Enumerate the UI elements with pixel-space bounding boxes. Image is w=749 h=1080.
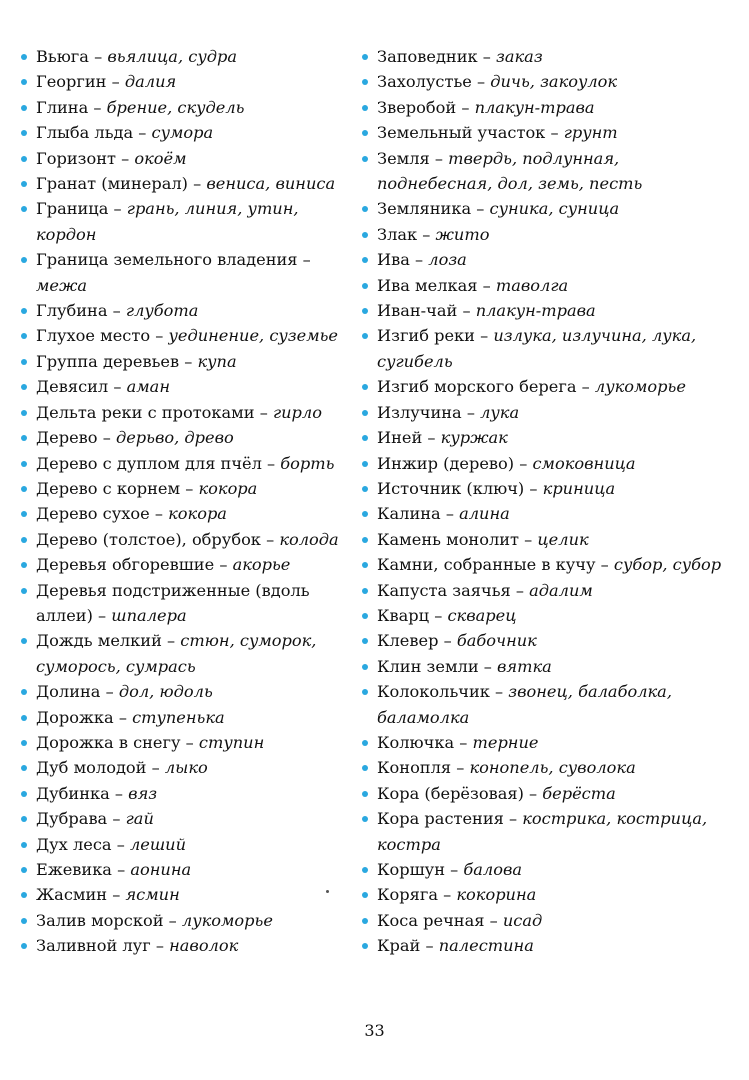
- entry-term: Колокольчик: [377, 682, 490, 702]
- entry-term: Кварц: [377, 605, 430, 625]
- dictionary-entry: [357, 552, 737, 577]
- entry-synonyms: сумора: [151, 123, 214, 143]
- entry-dash: –: [107, 809, 126, 829]
- entry-term: Деревья подстриженные (вдоль аллеи): [36, 580, 310, 625]
- dictionary-entry: [357, 69, 737, 94]
- entry-term: Земельный участок: [377, 123, 546, 143]
- dictionary-entry: [357, 400, 737, 425]
- entry-dash: –: [146, 758, 165, 778]
- entry-term: Дерево с дуплом для пчёл: [36, 453, 262, 473]
- dictionary-entry: [357, 146, 737, 197]
- entry-term: Коряга: [377, 885, 438, 905]
- dictionary-entry: [16, 501, 351, 526]
- entry-dash: –: [111, 834, 130, 854]
- entry-dash: –: [409, 250, 429, 270]
- entry-synonyms: бабочник: [456, 631, 537, 651]
- dictionary-entry: [357, 679, 737, 730]
- entry-term: Дождь мелкий: [36, 631, 162, 651]
- entry-dash: –: [477, 275, 496, 295]
- dictionary-entry: [357, 247, 737, 272]
- dictionary-entry: [16, 679, 351, 704]
- entry-dash: –: [523, 783, 543, 803]
- entry-term: Граница земельного владения: [36, 250, 298, 270]
- dictionary-entry: [357, 628, 737, 653]
- entry-dash: –: [484, 910, 503, 930]
- entry-dash: –: [576, 377, 595, 397]
- dictionary-entry: [357, 501, 737, 526]
- entry-synonyms: лыко: [164, 758, 208, 778]
- entry-synonyms: криница: [542, 478, 616, 498]
- entry-term: Кора (берёзовая): [377, 783, 524, 803]
- entry-dash: –: [545, 123, 564, 143]
- entry-synonyms: ясмин: [125, 885, 180, 905]
- dictionary-entry: [357, 755, 737, 780]
- entry-dash: –: [109, 783, 129, 803]
- entry-dash: –: [261, 453, 281, 473]
- entry-term: Дерево (толстое), обрубок: [36, 529, 261, 549]
- entry-term: Дорожка в снегу: [36, 732, 181, 752]
- entry-synonyms: кокорина: [456, 885, 537, 905]
- dictionary-entry: [357, 273, 737, 298]
- entry-term: Залив морской: [36, 910, 164, 930]
- entry-synonyms: плакун-трава: [475, 301, 596, 321]
- dictionary-entry: [16, 578, 351, 629]
- entry-term: Клин земли: [377, 656, 479, 676]
- dictionary-entry: [16, 628, 351, 679]
- dictionary-entry: [16, 323, 351, 348]
- entry-term: Глыба льда: [36, 123, 134, 143]
- entry-synonyms: межа: [36, 275, 88, 295]
- dictionary-entry: [16, 425, 351, 450]
- dictionary-entry: [357, 857, 737, 882]
- entry-synonyms: вяз: [128, 783, 158, 803]
- entry-dash: –: [445, 860, 464, 879]
- entry-synonyms: гай: [125, 809, 154, 829]
- entry-synonyms: вятка: [497, 656, 552, 676]
- entry-term: Девясил: [36, 377, 109, 397]
- entry-term: Ива мелкая: [377, 275, 478, 295]
- page-number: 33: [364, 1021, 385, 1040]
- entry-synonyms: акорье: [232, 555, 291, 575]
- dictionary-entry: [357, 882, 737, 907]
- entry-term: Коршун: [377, 860, 445, 879]
- entry-term: Камни, собранные в кучу: [377, 555, 596, 575]
- entry-synonyms: терние: [472, 732, 539, 752]
- entry-dash: –: [92, 605, 112, 625]
- entry-dash: –: [260, 529, 280, 549]
- entry-dash: –: [180, 478, 199, 498]
- entry-term: Конопля: [377, 758, 452, 778]
- entry-synonyms: кострика, кострица, костра: [377, 809, 708, 854]
- entry-synonyms: вениса, виниса: [206, 174, 336, 194]
- entry-synonyms: дол, юдоль: [118, 682, 213, 702]
- entry-synonyms: твердь, подлунная, поднебесная, дол, земь, песть: [377, 148, 643, 194]
- entry-synonyms: грунт: [563, 123, 618, 143]
- entry-term: Иней: [377, 428, 423, 448]
- entry-term: Дельта реки с протоками: [36, 402, 255, 422]
- entry-term: Камень монолит: [377, 529, 519, 549]
- entry-dash: –: [100, 682, 119, 702]
- dictionary-entry: [16, 908, 351, 933]
- entry-term: Глухое место: [36, 326, 151, 346]
- entry-dash: –: [440, 504, 460, 524]
- entry-synonyms: дерьво, древо: [115, 428, 234, 448]
- entry-synonyms: субор, субор: [613, 555, 722, 575]
- entry-dash: –: [524, 478, 543, 498]
- entry-dash: –: [108, 199, 127, 219]
- entry-synonyms: кокора: [168, 504, 227, 524]
- entry-synonyms: плакун-трава: [474, 97, 595, 117]
- entry-synonyms: далия: [124, 72, 177, 92]
- entry-dash: –: [461, 402, 481, 422]
- entry-synonyms: наволок: [169, 936, 239, 956]
- dictionary-entry: [357, 578, 737, 603]
- stray-dot: [326, 890, 329, 893]
- entry-synonyms: звонец, балаболка, баламолка: [377, 682, 672, 727]
- entry-term: Георгин: [36, 72, 107, 92]
- entry-term: Граница: [36, 199, 109, 219]
- entry-dash: –: [429, 148, 449, 168]
- dictionary-entry: [357, 730, 737, 755]
- entry-dash: –: [510, 580, 530, 600]
- entry-term: Изгиб реки: [377, 326, 475, 346]
- entry-dash: –: [149, 504, 169, 524]
- entry-term: Зверобой: [377, 97, 457, 117]
- entry-term: Ива: [377, 250, 410, 270]
- dictionary-entry: [16, 933, 351, 958]
- dictionary-entry: [16, 755, 351, 780]
- entry-synonyms: палестина: [438, 936, 534, 956]
- dictionary-entry: [16, 120, 351, 145]
- entry-dash: –: [107, 885, 126, 905]
- entry-term: Заповедник: [377, 47, 478, 66]
- dictionary-entry: [16, 730, 351, 755]
- entry-dash: –: [111, 860, 131, 879]
- entry-dash: –: [503, 809, 523, 829]
- entry-dash: –: [471, 72, 491, 92]
- entry-dash: –: [429, 605, 448, 625]
- dictionary-entry: [16, 400, 351, 425]
- entry-term: Горизонт: [36, 148, 116, 168]
- dictionary-entry: [357, 425, 737, 450]
- dictionary-entry: [357, 451, 737, 476]
- dictionary-entry: [357, 603, 737, 628]
- entry-synonyms: исад: [502, 910, 543, 930]
- dictionary-entry: [16, 806, 351, 831]
- entry-synonyms: таволга: [495, 275, 569, 295]
- entry-term: Источник (ключ): [377, 478, 525, 498]
- entry-term: Захолустье: [377, 72, 472, 92]
- entry-term: Группа деревьев: [36, 351, 180, 371]
- entry-synonyms: балова: [463, 860, 523, 879]
- entry-dash: –: [97, 428, 116, 448]
- entry-dash: –: [478, 656, 497, 676]
- entry-dash: –: [471, 199, 490, 219]
- entry-dash: –: [88, 47, 108, 66]
- entry-term: Ежевика: [36, 860, 112, 879]
- left-column: [16, 44, 351, 959]
- entry-synonyms: окоём: [134, 148, 187, 168]
- dictionary-entry: [357, 196, 737, 221]
- entry-dash: –: [519, 529, 538, 549]
- entry-term: Земляника: [377, 199, 472, 219]
- entry-synonyms: аонина: [130, 860, 192, 879]
- entry-term: Клевер: [377, 631, 439, 651]
- entry-term: Дорожка: [36, 707, 114, 727]
- entry-synonyms: дичь, закоулок: [490, 72, 618, 92]
- entry-term: Глубина: [36, 301, 108, 321]
- entry-synonyms: целик: [537, 529, 589, 549]
- entry-dash: –: [214, 555, 233, 575]
- dictionary-entry: [16, 451, 351, 476]
- entry-synonyms: суника, суница: [489, 199, 620, 219]
- entry-dash: –: [187, 174, 207, 194]
- dictionary-entry: [16, 298, 351, 323]
- entry-dash: –: [297, 250, 311, 270]
- entry-synonyms: вьялица, судра: [107, 47, 237, 66]
- entry-synonyms: излука, излучина, лука, сугибель: [377, 326, 697, 371]
- entry-dash: –: [133, 123, 152, 143]
- dictionary-entry: [16, 171, 351, 196]
- entry-synonyms: куржак: [440, 428, 508, 448]
- entry-synonyms: аман: [126, 377, 170, 397]
- entry-synonyms: берёста: [542, 783, 616, 803]
- entry-dash: –: [88, 97, 107, 117]
- entry-synonyms: лукоморье: [181, 910, 273, 930]
- dictionary-entry: [16, 44, 351, 69]
- entry-term: Дубинка: [36, 783, 110, 803]
- entry-dash: –: [113, 707, 133, 727]
- entry-synonyms: ступин: [198, 732, 265, 752]
- entry-term: Калина: [377, 504, 441, 524]
- entry-term: Кора растения: [377, 809, 504, 829]
- entry-dash: –: [420, 936, 439, 956]
- entry-term: Дерево с корнем: [36, 478, 181, 498]
- entry-term: Гранат (минерал): [36, 174, 188, 194]
- dictionary-entry: [16, 146, 351, 171]
- dictionary-entry: [357, 44, 737, 69]
- entry-term: Злак: [377, 224, 418, 244]
- entry-synonyms: скварец: [447, 605, 517, 625]
- entry-term: Глина: [36, 97, 89, 117]
- entry-dash: –: [489, 682, 509, 702]
- entry-synonyms: ступенька: [132, 707, 225, 727]
- entry-synonyms: гирло: [272, 402, 322, 422]
- entry-synonyms: глубота: [125, 301, 199, 321]
- entry-term: Иван-чай: [377, 301, 458, 321]
- entry-dash: –: [595, 555, 614, 575]
- entry-term: Край: [377, 936, 421, 956]
- entry-synonyms: шпалера: [111, 605, 187, 625]
- dictionary-entry: [357, 374, 737, 399]
- dictionary-entry: [16, 832, 351, 857]
- entry-dash: –: [417, 224, 436, 244]
- dictionary-entry: [16, 857, 351, 882]
- entry-synonyms: алина: [459, 504, 510, 524]
- entry-synonyms: стюн, суморок, суморось, сумрась: [36, 631, 317, 676]
- dictionary-entry: [357, 654, 737, 679]
- entry-synonyms: жито: [435, 224, 490, 244]
- dictionary-entry: [16, 349, 351, 374]
- entry-dash: –: [150, 326, 169, 346]
- entry-synonyms: уединение, суземье: [168, 326, 339, 346]
- entry-term: Деревья обгоревшие: [36, 555, 215, 575]
- dictionary-entry: [16, 552, 351, 577]
- entry-dash: –: [254, 402, 273, 422]
- entry-synonyms: грань, линия, утин, кордон: [36, 199, 299, 244]
- entry-term: Излучина: [377, 402, 462, 422]
- dictionary-entry: [357, 120, 737, 145]
- dictionary-entry: [16, 247, 351, 298]
- entry-dash: –: [107, 301, 126, 321]
- dictionary-entry: [357, 222, 737, 247]
- entry-synonyms: борть: [280, 453, 335, 473]
- dictionary-entry: [16, 705, 351, 730]
- entry-dash: –: [477, 47, 497, 66]
- entry-term: Капуста заячья: [377, 580, 511, 600]
- entry-dash: –: [179, 351, 198, 371]
- entry-term: Изгиб морского берега: [377, 377, 577, 397]
- entry-synonyms: лукоморье: [594, 377, 686, 397]
- entry-dash: –: [437, 885, 457, 905]
- dictionary-entry: [357, 908, 737, 933]
- entry-term: Колючка: [377, 732, 455, 752]
- entry-term: Дерево: [36, 428, 98, 448]
- dictionary-entry: [357, 298, 737, 323]
- entry-dash: –: [161, 631, 181, 651]
- dictionary-entry: [16, 196, 351, 247]
- entry-term: Дух леса: [36, 834, 112, 854]
- dictionary-entry: [357, 781, 737, 806]
- entry-dash: –: [514, 453, 533, 473]
- entry-synonyms: смоковница: [532, 453, 636, 473]
- entry-synonyms: заказ: [496, 47, 543, 66]
- entry-synonyms: колода: [279, 529, 339, 549]
- dictionary-entry: [16, 69, 351, 94]
- entry-dash: –: [108, 377, 127, 397]
- entry-dash: –: [106, 72, 125, 92]
- dictionary-entry: [16, 374, 351, 399]
- entry-synonyms: леший: [129, 834, 187, 854]
- dictionary-entry: [357, 806, 737, 857]
- entry-synonyms: кокора: [198, 478, 258, 498]
- entry-dash: –: [454, 732, 473, 752]
- entry-term: Долина: [36, 682, 101, 702]
- entry-term: Земля: [377, 148, 430, 168]
- entry-term: Дуб молодой: [36, 758, 147, 778]
- dictionary-entry: [357, 323, 737, 374]
- entry-dash: –: [180, 732, 199, 752]
- entry-term: Дубрава: [36, 809, 108, 829]
- entry-term: Коса речная: [377, 910, 485, 930]
- entry-dash: –: [456, 97, 475, 117]
- dictionary-entry: [16, 527, 351, 552]
- entry-dash: –: [422, 428, 441, 448]
- entry-synonyms: брение, скудель: [106, 97, 245, 117]
- dictionary-entry: [16, 882, 351, 907]
- entry-synonyms: лоза: [428, 250, 467, 270]
- dictionary-entry: [16, 95, 351, 120]
- entry-dash: –: [163, 910, 182, 930]
- entry-dash: –: [457, 301, 476, 321]
- dictionary-entry: [16, 781, 351, 806]
- dictionary-entry: [16, 476, 351, 501]
- entry-dash: –: [115, 148, 135, 168]
- right-column: [357, 44, 737, 959]
- dictionary-entry: [357, 933, 737, 958]
- entry-synonyms: адалим: [529, 580, 593, 600]
- entry-synonyms: купа: [197, 351, 237, 371]
- entry-term: Инжир (дерево): [377, 453, 515, 473]
- dictionary-entry: [357, 95, 737, 120]
- entry-dash: –: [474, 326, 494, 346]
- dictionary-entry: [357, 527, 737, 552]
- entry-term: Вьюга: [36, 47, 89, 66]
- entry-synonyms: конопель, суволока: [469, 758, 636, 778]
- entry-dash: –: [438, 631, 457, 651]
- entry-term: Дерево сухое: [36, 504, 150, 524]
- entry-dash: –: [150, 936, 170, 956]
- entry-term: Жасмин: [36, 885, 108, 905]
- entry-dash: –: [451, 758, 470, 778]
- entry-term: Заливной луг: [36, 936, 151, 956]
- dictionary-entry: [357, 476, 737, 501]
- entry-synonyms: лука: [480, 402, 520, 422]
